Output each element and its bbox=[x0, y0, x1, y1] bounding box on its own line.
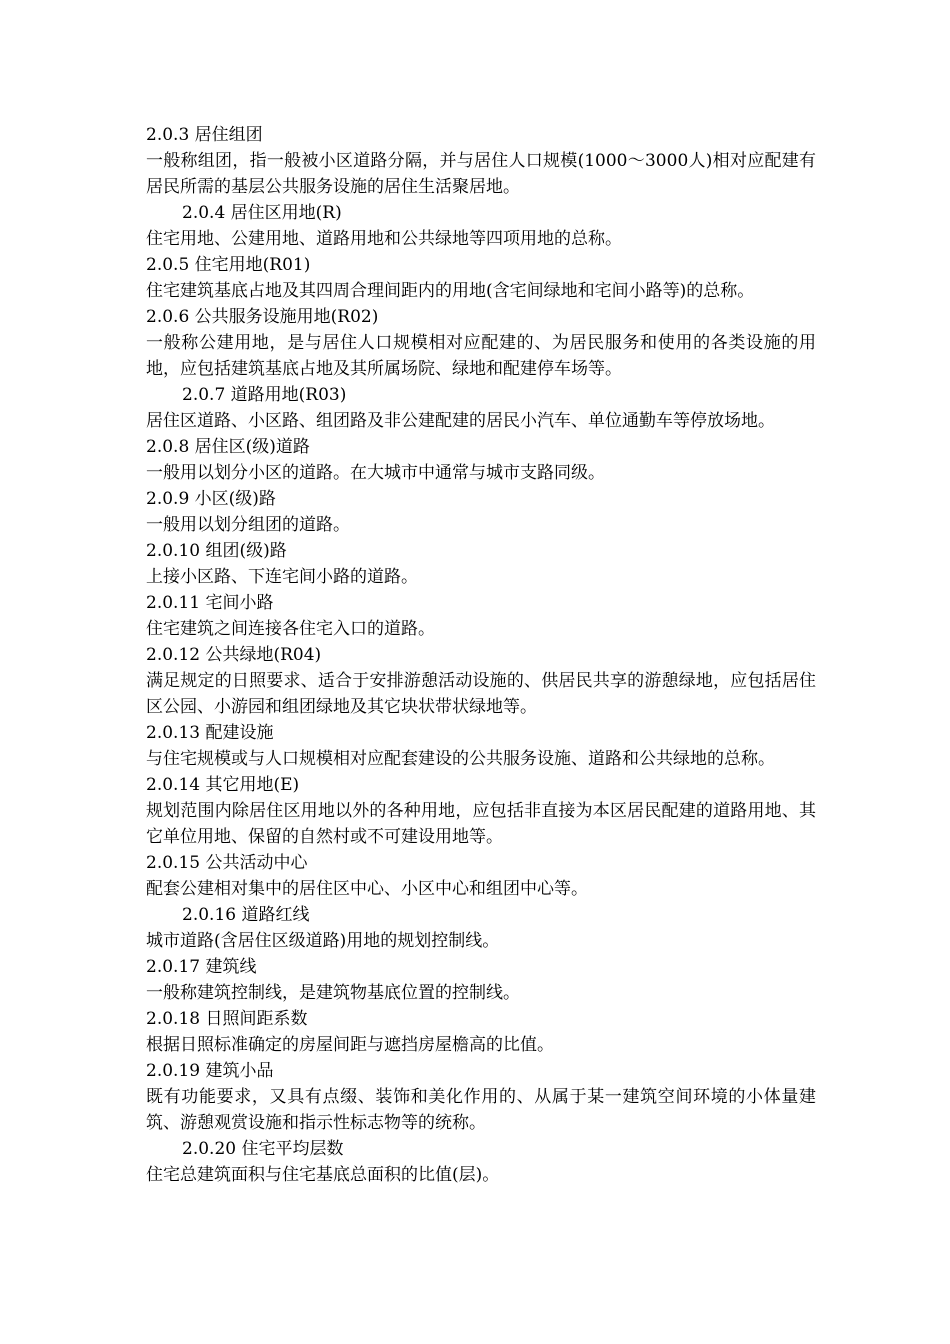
term-heading: 2.0.20 住宅平均层数 bbox=[182, 1139, 344, 1159]
term-heading: 2.0.8 居住区(级)道路 bbox=[146, 437, 310, 457]
term-definition: 一般称公建用地，是与居住人口规模相对应配建的、为居民服务和使用的各类设施的用地，应包括建筑基底占地及其所属场院、绿地和配建停车场等。 bbox=[146, 333, 816, 379]
document-body bbox=[146, 122, 816, 1188]
term-definition: 满足规定的日照要求、适合于安排游憩活动设施的、供居民共享的游憩绿地，应包括居住区公园、小游园和组团绿地及其它块状带状绿地等。 bbox=[146, 671, 816, 717]
term-heading: 2.0.18 日照间距系数 bbox=[146, 1009, 308, 1029]
term-entry bbox=[146, 642, 816, 720]
term-heading: 2.0.12 公共绿地(R04) bbox=[146, 645, 322, 665]
term-entry bbox=[146, 850, 816, 902]
term-heading: 2.0.19 建筑小品 bbox=[146, 1061, 274, 1081]
term-heading: 2.0.14 其它用地(E) bbox=[146, 775, 300, 795]
term-entry bbox=[146, 1006, 816, 1058]
term-definition: 住宅总建筑面积与住宅基底总面积的比值(层)。 bbox=[146, 1165, 500, 1185]
term-entry bbox=[146, 720, 816, 772]
term-entry bbox=[146, 122, 816, 200]
term-definition: 根据日照标准确定的房屋间距与遮挡房屋檐高的比值。 bbox=[146, 1035, 554, 1055]
term-entry bbox=[146, 1136, 816, 1188]
term-heading: 2.0.9 小区(级)路 bbox=[146, 489, 276, 509]
term-definition: 一般称组团，指一般被小区道路分隔，并与居住人口规模(1000～3000人)相对应配建有居民所需的基层公共服务设施的居住生活聚居地。 bbox=[146, 151, 816, 197]
term-entry bbox=[146, 434, 816, 486]
term-entry bbox=[146, 1058, 816, 1136]
term-definition: 住宅建筑基底占地及其四周合理间距内的用地(含宅间绿地和宅间小路等)的总称。 bbox=[146, 281, 755, 301]
term-entry bbox=[146, 382, 816, 434]
term-heading: 2.0.4 居住区用地(R) bbox=[182, 203, 342, 223]
term-heading: 2.0.7 道路用地(R03) bbox=[182, 385, 347, 405]
term-definition: 配套公建相对集中的居住区中心、小区中心和组团中心等。 bbox=[146, 879, 588, 899]
term-definition: 住宅建筑之间连接各住宅入口的道路。 bbox=[146, 619, 435, 639]
term-definition: 既有功能要求，又具有点缀、装饰和美化作用的、从属于某一建筑空间环境的小体量建筑、游憩观赏设施和指示性标志物等的统称。 bbox=[146, 1087, 816, 1133]
term-heading: 2.0.11 宅间小路 bbox=[146, 593, 274, 613]
term-entry bbox=[146, 304, 816, 382]
term-entry bbox=[146, 772, 816, 850]
term-entry bbox=[146, 486, 816, 538]
term-heading: 2.0.6 公共服务设施用地(R02) bbox=[146, 307, 379, 327]
term-definition: 一般用以划分组团的道路。 bbox=[146, 515, 350, 535]
term-definition: 城市道路(含居住区级道路)用地的规划控制线。 bbox=[146, 931, 500, 951]
term-entry bbox=[146, 252, 816, 304]
term-heading: 2.0.13 配建设施 bbox=[146, 723, 274, 743]
term-definition: 一般称建筑控制线，是建筑物基底位置的控制线。 bbox=[146, 983, 520, 1003]
term-heading: 2.0.15 公共活动中心 bbox=[146, 853, 308, 873]
term-heading: 2.0.17 建筑线 bbox=[146, 957, 257, 977]
term-definition: 与住宅规模或与人口规模相对应配套建设的公共服务设施、道路和公共绿地的总称。 bbox=[146, 749, 775, 769]
term-definition: 一般用以划分小区的道路。在大城市中通常与城市支路同级。 bbox=[146, 463, 605, 483]
term-entry bbox=[146, 538, 816, 590]
term-heading: 2.0.5 住宅用地(R01) bbox=[146, 255, 311, 275]
term-entry bbox=[146, 954, 816, 1006]
term-definition: 上接小区路、下连宅间小路的道路。 bbox=[146, 567, 418, 587]
term-definition: 规划范围内除居住区用地以外的各种用地，应包括非直接为本区居民配建的道路用地、其它单位用地、保留的自然村或不可建设用地等。 bbox=[146, 801, 816, 847]
term-heading: 2.0.10 组团(级)路 bbox=[146, 541, 287, 561]
term-heading: 2.0.16 道路红线 bbox=[182, 905, 310, 925]
term-heading: 2.0.3 居住组团 bbox=[146, 125, 263, 145]
term-definition: 住宅用地、公建用地、道路用地和公共绿地等四项用地的总称。 bbox=[146, 229, 622, 249]
term-entry bbox=[146, 590, 816, 642]
term-entry bbox=[146, 902, 816, 954]
term-entry bbox=[146, 200, 816, 252]
term-definition: 居住区道路、小区路、组团路及非公建配建的居民小汽车、单位通勤车等停放场地。 bbox=[146, 411, 775, 431]
